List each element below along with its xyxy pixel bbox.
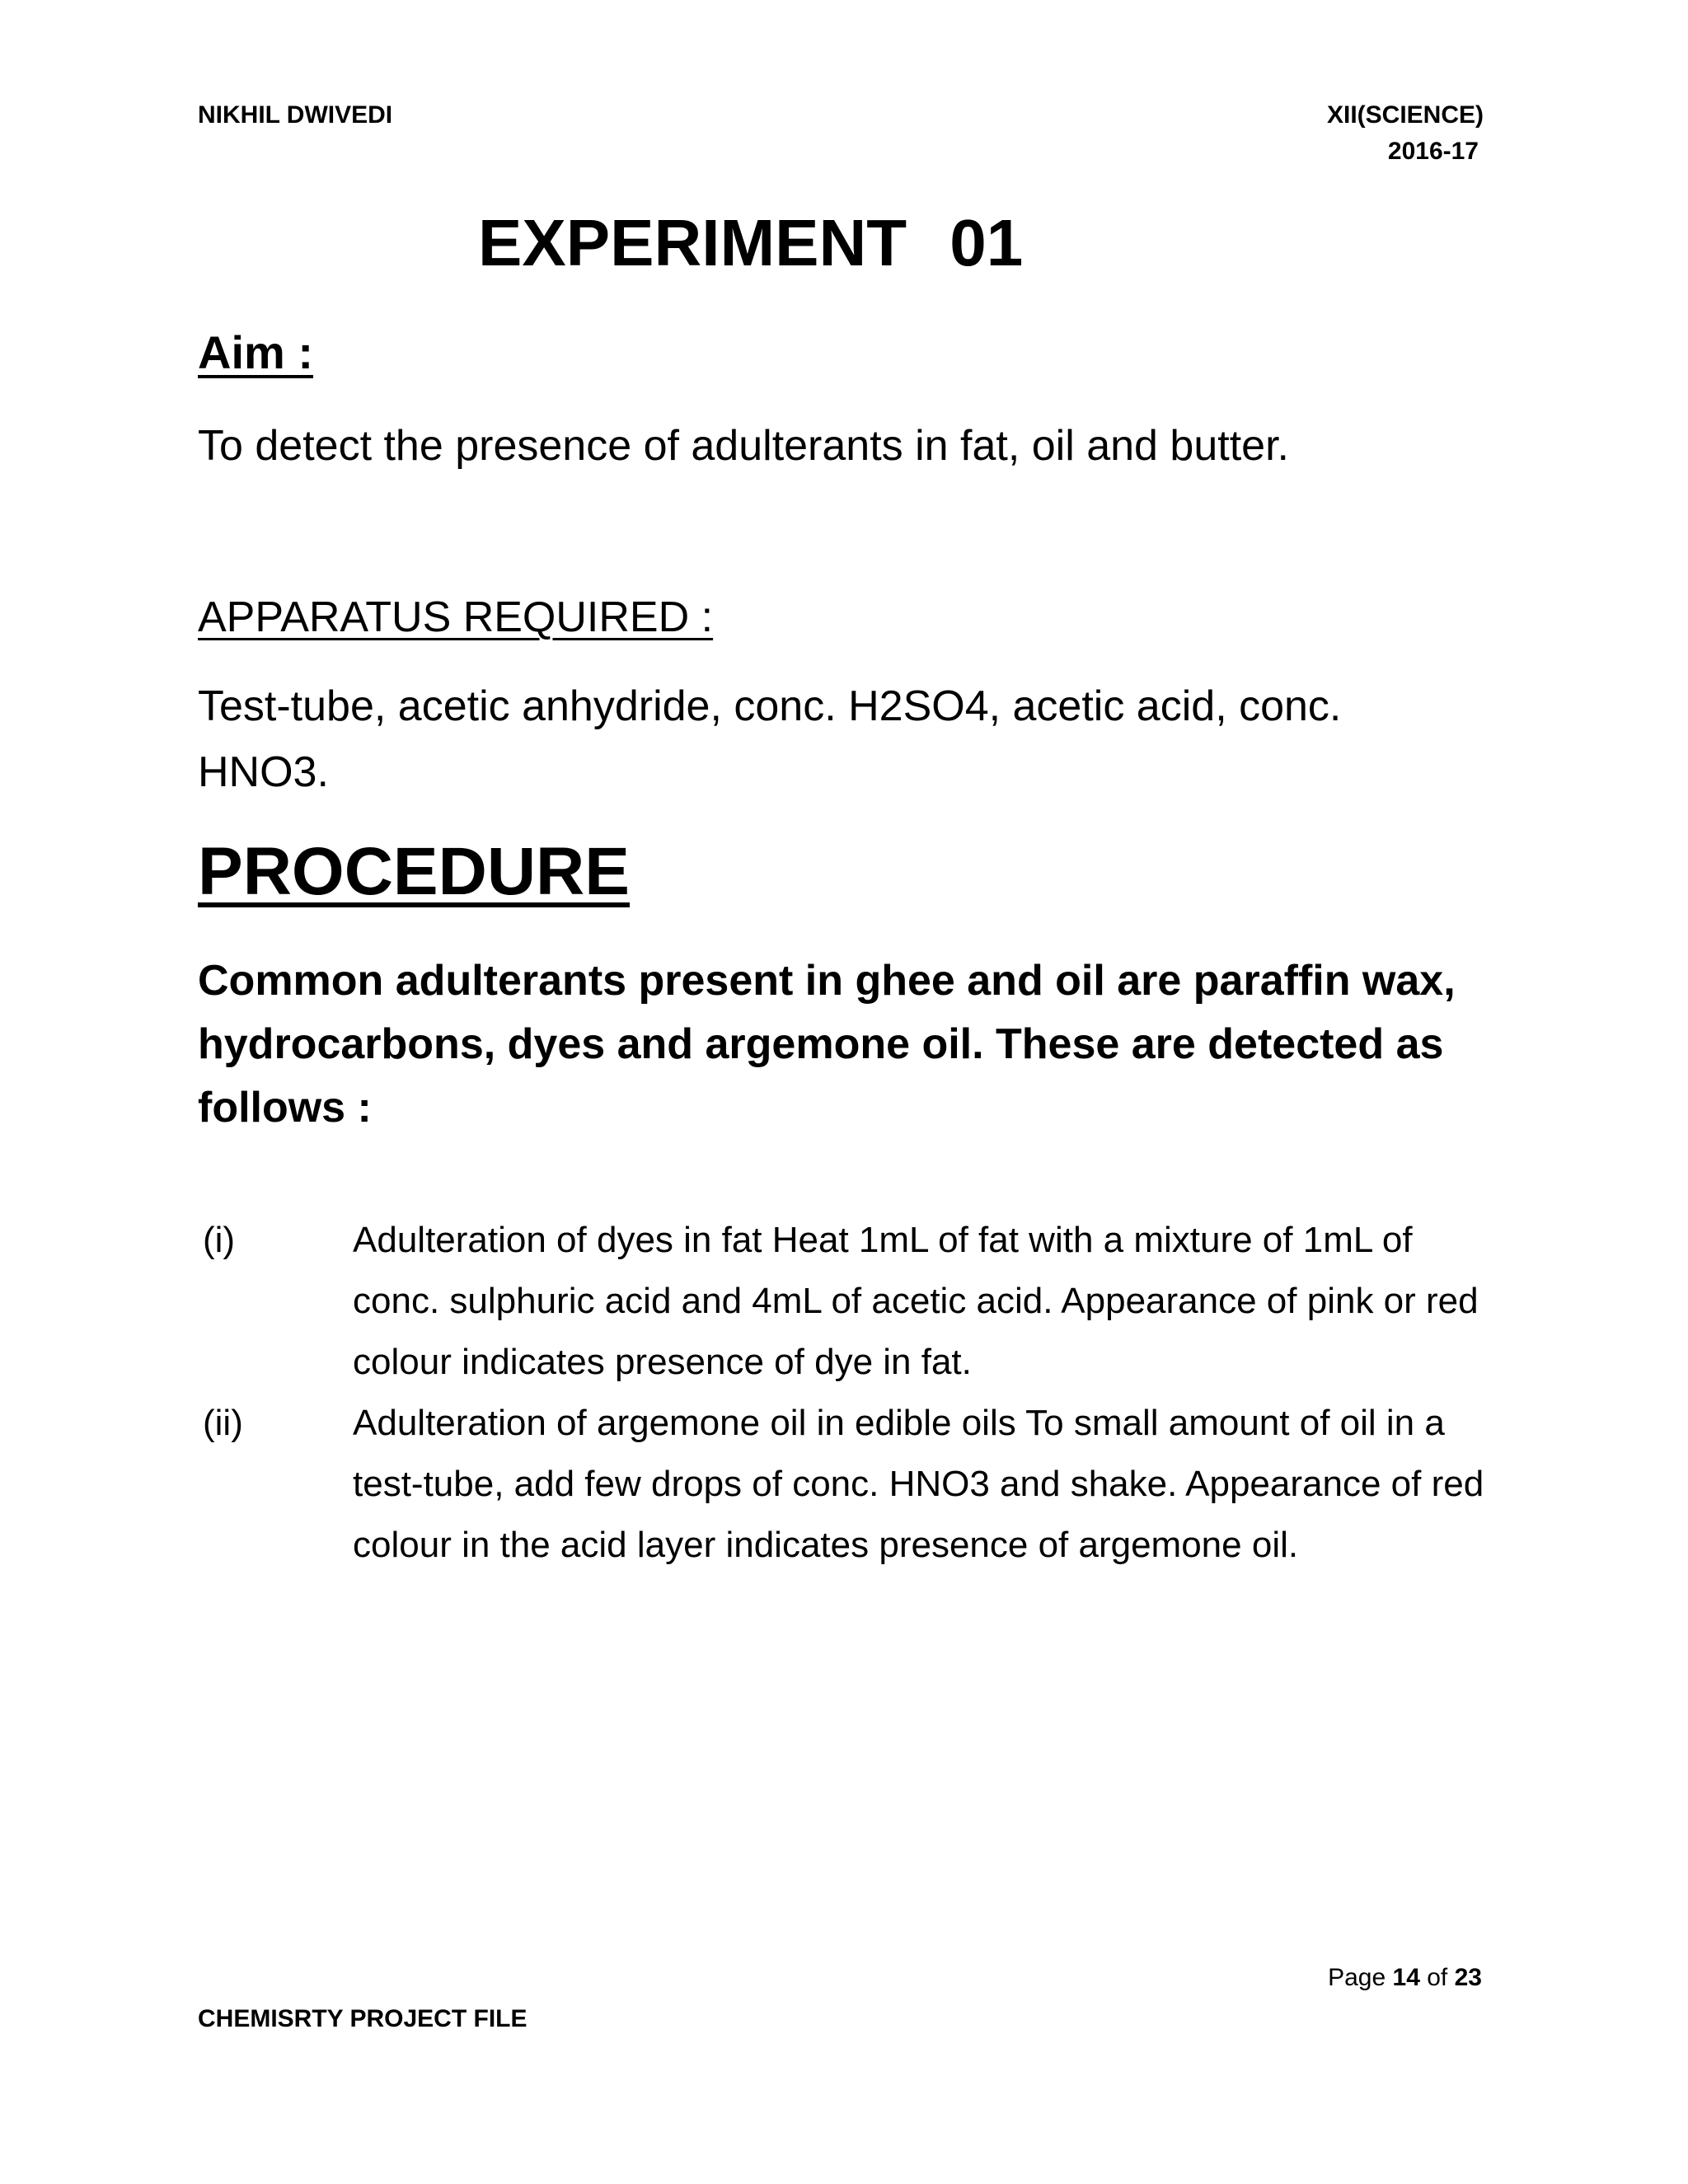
page-prefix: Page <box>1328 1964 1386 1991</box>
page-of: of <box>1427 1964 1448 1991</box>
header-class: XII(SCIENCE) <box>1326 101 1484 129</box>
list-item-text: Adulteration of dyes in fat Heat 1mL of fat with a mixture of 1mL of conc. sulphuric acid and 4mL of acetic acid. Appearance of pink or red colour indicates presence of dye in fat. <box>353 1220 1479 1382</box>
procedure-intro: Common adulterants present in ghee and oil are paraffin wax, hydrocarbons, dyes and argemone oil. These are detected as follows : <box>198 957 1456 1132</box>
apparatus-line-1: Test-tube, acetic anhydride, conc. H2SO4, acetic acid, conc. <box>198 682 1342 730</box>
page-number <box>1328 1963 1482 1993</box>
list-item-number: (ii) <box>203 1403 243 1443</box>
header-author: NIKHIL DWIVEDI <box>198 101 393 129</box>
aim-heading: Aim : <box>198 326 313 378</box>
apparatus-heading: APPARATUS REQUIRED : <box>198 593 714 641</box>
page-title: EXPERIMENT 01 <box>478 206 1024 279</box>
list-item-text: Adulteration of argemone oil in edible oils To small amount of oil in a test-tube, add few drops of conc. HNO3 and shake. Appearance of red colour in the acid layer indicates presence of argemone oil. <box>353 1403 1484 1565</box>
list-item-number: (i) <box>203 1220 236 1260</box>
page-total: 23 <box>1454 1964 1482 1991</box>
procedure-heading: PROCEDURE <box>198 834 630 909</box>
apparatus-line-2: HNO3. <box>198 748 329 796</box>
page-current: 14 <box>1392 1964 1420 1991</box>
aim-text: To detect the presence of adulterants in fat, oil and butter. <box>198 422 1289 470</box>
header-year: 2016-17 <box>1387 138 1479 165</box>
footer-project: CHEMISRTY PROJECT FILE <box>198 2005 528 2032</box>
